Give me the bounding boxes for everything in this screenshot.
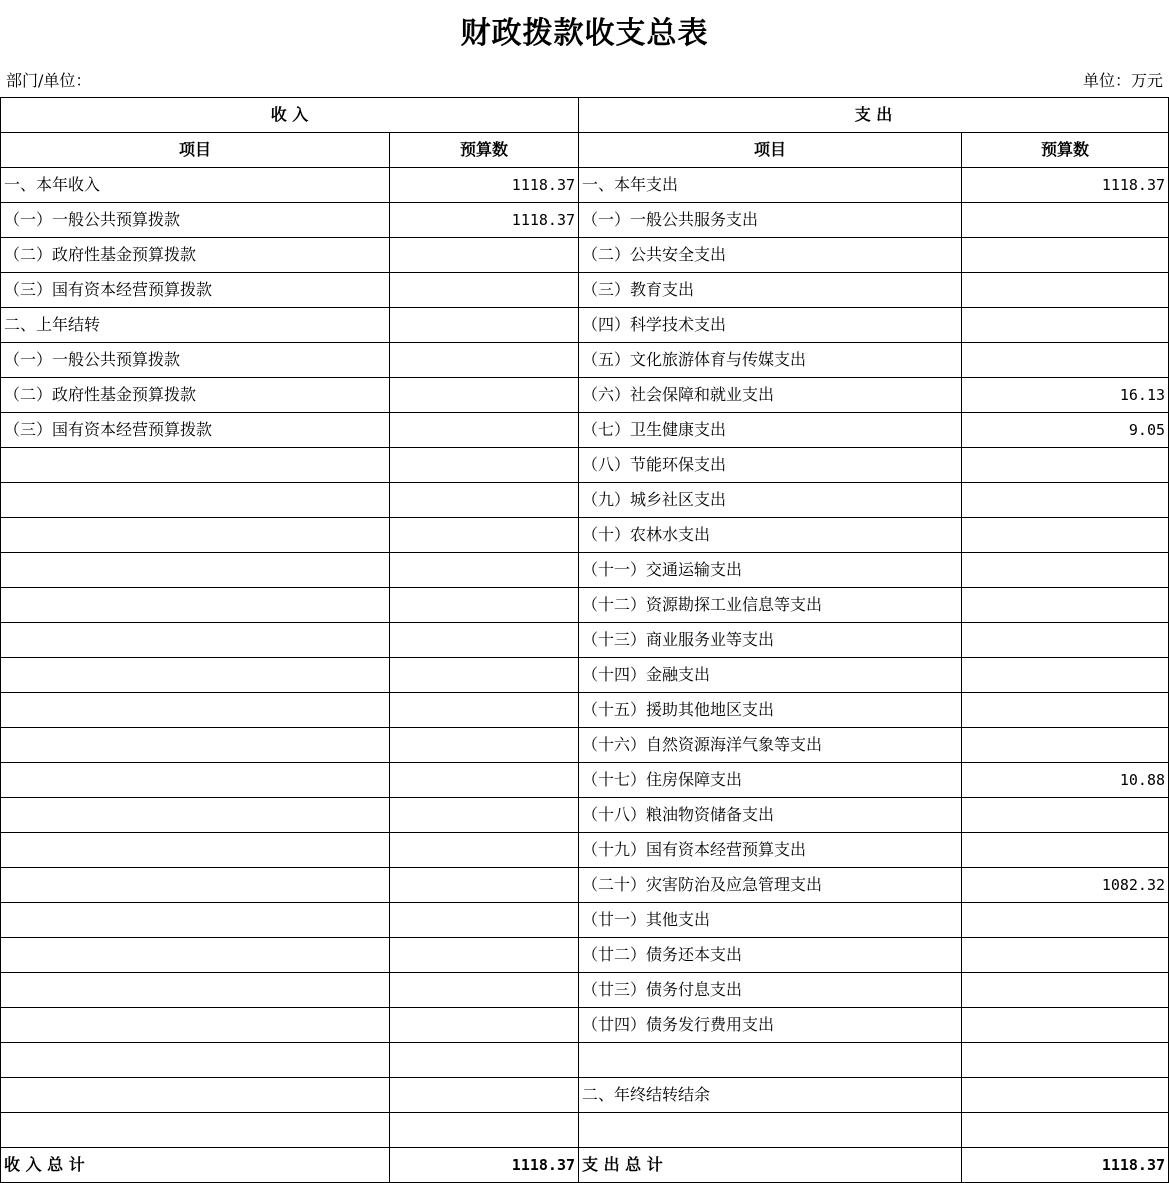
- expense-item-cell: （五）文化旅游体育与传媒支出: [579, 343, 962, 378]
- expense-item-cell: （十六）自然资源海洋气象等支出: [579, 728, 962, 763]
- income-amount-cell: [390, 588, 579, 623]
- table-row: [1, 448, 1169, 483]
- expense-item-cell: （十）农林水支出: [579, 518, 962, 553]
- expense-amount-cell: [962, 238, 1169, 273]
- income-amount-cell: [390, 1008, 579, 1043]
- expense-amount-cell: [962, 588, 1169, 623]
- table-row: [1, 1043, 1169, 1078]
- table-row: [1, 1113, 1169, 1148]
- income-item-cell: [1, 1008, 390, 1043]
- income-amount-cell: [390, 413, 579, 448]
- income-amount-cell: [390, 553, 579, 588]
- expense-item-cell: （十三）商业服务业等支出: [579, 623, 962, 658]
- expense-amount-cell: [962, 903, 1169, 938]
- expense-item-cell: 二、年终结转结余: [579, 1078, 962, 1113]
- budget-table: [0, 97, 1169, 1183]
- income-item-cell: [1, 973, 390, 1008]
- expense-amount-cell: [962, 1113, 1169, 1148]
- income-amount-cell: [390, 448, 579, 483]
- income-amount-cell: [390, 1043, 579, 1078]
- income-amount-cell: [390, 868, 579, 903]
- expense-item-cell: （十四）金融支出: [579, 658, 962, 693]
- expense-amount-cell: [962, 833, 1169, 868]
- expense-amount-cell: [962, 203, 1169, 238]
- expense-item-cell: （四）科学技术支出: [579, 308, 962, 343]
- expense-item-cell: [579, 1043, 962, 1078]
- income-amount-cell: [390, 378, 579, 413]
- income-item-cell: [1, 763, 390, 798]
- income-item-cell: [1, 868, 390, 903]
- income-item-header: 项目: [1, 133, 390, 168]
- expense-section-header: 支 出: [579, 98, 1169, 133]
- income-amount-cell: [390, 833, 579, 868]
- table-row: [1, 413, 1169, 448]
- income-total-amount: 1118.37: [390, 1148, 579, 1183]
- expense-amount-cell: [962, 1043, 1169, 1078]
- income-item-cell: （三）国有资本经营预算拨款: [1, 413, 390, 448]
- income-amount-cell: [390, 308, 579, 343]
- table-row: [1, 553, 1169, 588]
- expense-amount-cell: [962, 938, 1169, 973]
- income-total-label: 收 入 总 计: [1, 1148, 390, 1183]
- table-row: [1, 518, 1169, 553]
- income-amount-cell: 1118.37: [390, 168, 579, 203]
- table-row: [1, 938, 1169, 973]
- table-row: [1, 903, 1169, 938]
- expense-amount-cell: [962, 448, 1169, 483]
- income-item-cell: [1, 1113, 390, 1148]
- column-header-row: [1, 133, 1169, 168]
- income-item-cell: [1, 833, 390, 868]
- table-row: [1, 623, 1169, 658]
- table-row: [1, 973, 1169, 1008]
- income-item-cell: [1, 518, 390, 553]
- income-item-cell: [1, 903, 390, 938]
- table-row: [1, 378, 1169, 413]
- table-row: [1, 168, 1169, 203]
- income-amount-cell: [390, 343, 579, 378]
- income-amount-cell: [390, 938, 579, 973]
- income-item-cell: [1, 588, 390, 623]
- expense-item-cell: （七）卫生健康支出: [579, 413, 962, 448]
- table-row: [1, 868, 1169, 903]
- expense-amount-cell: [962, 658, 1169, 693]
- income-amount-cell: [390, 273, 579, 308]
- income-amount-cell: [390, 903, 579, 938]
- table-row: [1, 238, 1169, 273]
- table-row: [1, 483, 1169, 518]
- table-row: [1, 588, 1169, 623]
- expense-amount-cell: [962, 1078, 1169, 1113]
- table-row: [1, 1008, 1169, 1043]
- expense-amount-cell: 16.13: [962, 378, 1169, 413]
- expense-amount-cell: [962, 728, 1169, 763]
- income-item-cell: [1, 938, 390, 973]
- expense-item-cell: （十九）国有资本经营预算支出: [579, 833, 962, 868]
- income-item-cell: [1, 553, 390, 588]
- income-section-header: 收 入: [1, 98, 579, 133]
- income-item-cell: [1, 693, 390, 728]
- expense-item-cell: （二十）灾害防治及应急管理支出: [579, 868, 962, 903]
- income-item-cell: 一、本年收入: [1, 168, 390, 203]
- expense-total-amount: 1118.37: [962, 1148, 1169, 1183]
- expense-item-cell: （十七）住房保障支出: [579, 763, 962, 798]
- table-row: [1, 308, 1169, 343]
- department-unit-label: 部门/单位：: [6, 71, 92, 90]
- expense-amount-cell: [962, 973, 1169, 1008]
- expense-item-cell: （二）公共安全支出: [579, 238, 962, 273]
- expense-budget-header: 预算数: [962, 133, 1169, 168]
- expense-total-label: 支 出 总 计: [579, 1148, 962, 1183]
- income-amount-cell: [390, 693, 579, 728]
- table-row: [1, 1078, 1169, 1113]
- currency-unit-label: 单位：万元: [1082, 71, 1163, 90]
- expense-amount-cell: [962, 1008, 1169, 1043]
- income-amount-cell: [390, 763, 579, 798]
- table-row: [1, 273, 1169, 308]
- expense-amount-cell: [962, 483, 1169, 518]
- expense-amount-cell: 1118.37: [962, 168, 1169, 203]
- table-body: [1, 168, 1169, 1148]
- expense-item-cell: （十二）资源勘探工业信息等支出: [579, 588, 962, 623]
- expense-item-cell: （廿一）其他支出: [579, 903, 962, 938]
- expense-item-cell: （八）节能环保支出: [579, 448, 962, 483]
- income-amount-cell: [390, 728, 579, 763]
- income-item-cell: [1, 483, 390, 518]
- table-row: [1, 203, 1169, 238]
- expense-item-header: 项目: [579, 133, 962, 168]
- income-amount-cell: 1118.37: [390, 203, 579, 238]
- income-item-cell: （二）政府性基金预算拨款: [1, 378, 390, 413]
- table-row: [1, 763, 1169, 798]
- income-item-cell: （一）一般公共预算拨款: [1, 203, 390, 238]
- page-title: 财政拨款收支总表: [460, 16, 709, 51]
- income-budget-header: 预算数: [390, 133, 579, 168]
- expense-amount-cell: [962, 693, 1169, 728]
- expense-amount-cell: [962, 518, 1169, 553]
- expense-amount-cell: [962, 308, 1169, 343]
- expense-amount-cell: 1082.32: [962, 868, 1169, 903]
- income-amount-cell: [390, 623, 579, 658]
- expense-amount-cell: [962, 273, 1169, 308]
- income-amount-cell: [390, 1078, 579, 1113]
- income-item-cell: [1, 623, 390, 658]
- income-amount-cell: [390, 1113, 579, 1148]
- income-amount-cell: [390, 798, 579, 833]
- income-item-cell: [1, 798, 390, 833]
- income-item-cell: [1, 1078, 390, 1113]
- expense-item-cell: （三）教育支出: [579, 273, 962, 308]
- expense-amount-cell: [962, 343, 1169, 378]
- totals-row: [1, 1148, 1169, 1183]
- income-item-cell: [1, 448, 390, 483]
- income-amount-cell: [390, 483, 579, 518]
- expense-item-cell: （六）社会保障和就业支出: [579, 378, 962, 413]
- table-row: [1, 833, 1169, 868]
- expense-item-cell: （廿三）债务付息支出: [579, 973, 962, 1008]
- table-row: [1, 343, 1169, 378]
- expense-item-cell: （十五）援助其他地区支出: [579, 693, 962, 728]
- expense-item-cell: （廿二）债务还本支出: [579, 938, 962, 973]
- income-item-cell: （一）一般公共预算拨款: [1, 343, 390, 378]
- income-amount-cell: [390, 658, 579, 693]
- income-item-cell: 二、上年结转: [1, 308, 390, 343]
- table-row: [1, 798, 1169, 833]
- income-amount-cell: [390, 238, 579, 273]
- income-amount-cell: [390, 973, 579, 1008]
- expense-item-cell: （十一）交通运输支出: [579, 553, 962, 588]
- income-item-cell: [1, 728, 390, 763]
- income-item-cell: [1, 658, 390, 693]
- table-row: [1, 728, 1169, 763]
- section-header-row: [1, 98, 1169, 133]
- expense-item-cell: （九）城乡社区支出: [579, 483, 962, 518]
- expense-item-cell: （十八）粮油物资储备支出: [579, 798, 962, 833]
- expense-amount-cell: [962, 623, 1169, 658]
- expense-item-cell: （一）一般公共服务支出: [579, 203, 962, 238]
- table-row: [1, 693, 1169, 728]
- income-item-cell: （二）政府性基金预算拨款: [1, 238, 390, 273]
- table-row: [1, 658, 1169, 693]
- expense-item-cell: [579, 1113, 962, 1148]
- expense-item-cell: （廿四）债务发行费用支出: [579, 1008, 962, 1043]
- income-amount-cell: [390, 518, 579, 553]
- expense-amount-cell: [962, 553, 1169, 588]
- income-item-cell: （三）国有资本经营预算拨款: [1, 273, 390, 308]
- expense-item-cell: 一、本年支出: [579, 168, 962, 203]
- expense-amount-cell: 10.88: [962, 763, 1169, 798]
- income-item-cell: [1, 1043, 390, 1078]
- expense-amount-cell: [962, 798, 1169, 833]
- expense-amount-cell: 9.05: [962, 413, 1169, 448]
